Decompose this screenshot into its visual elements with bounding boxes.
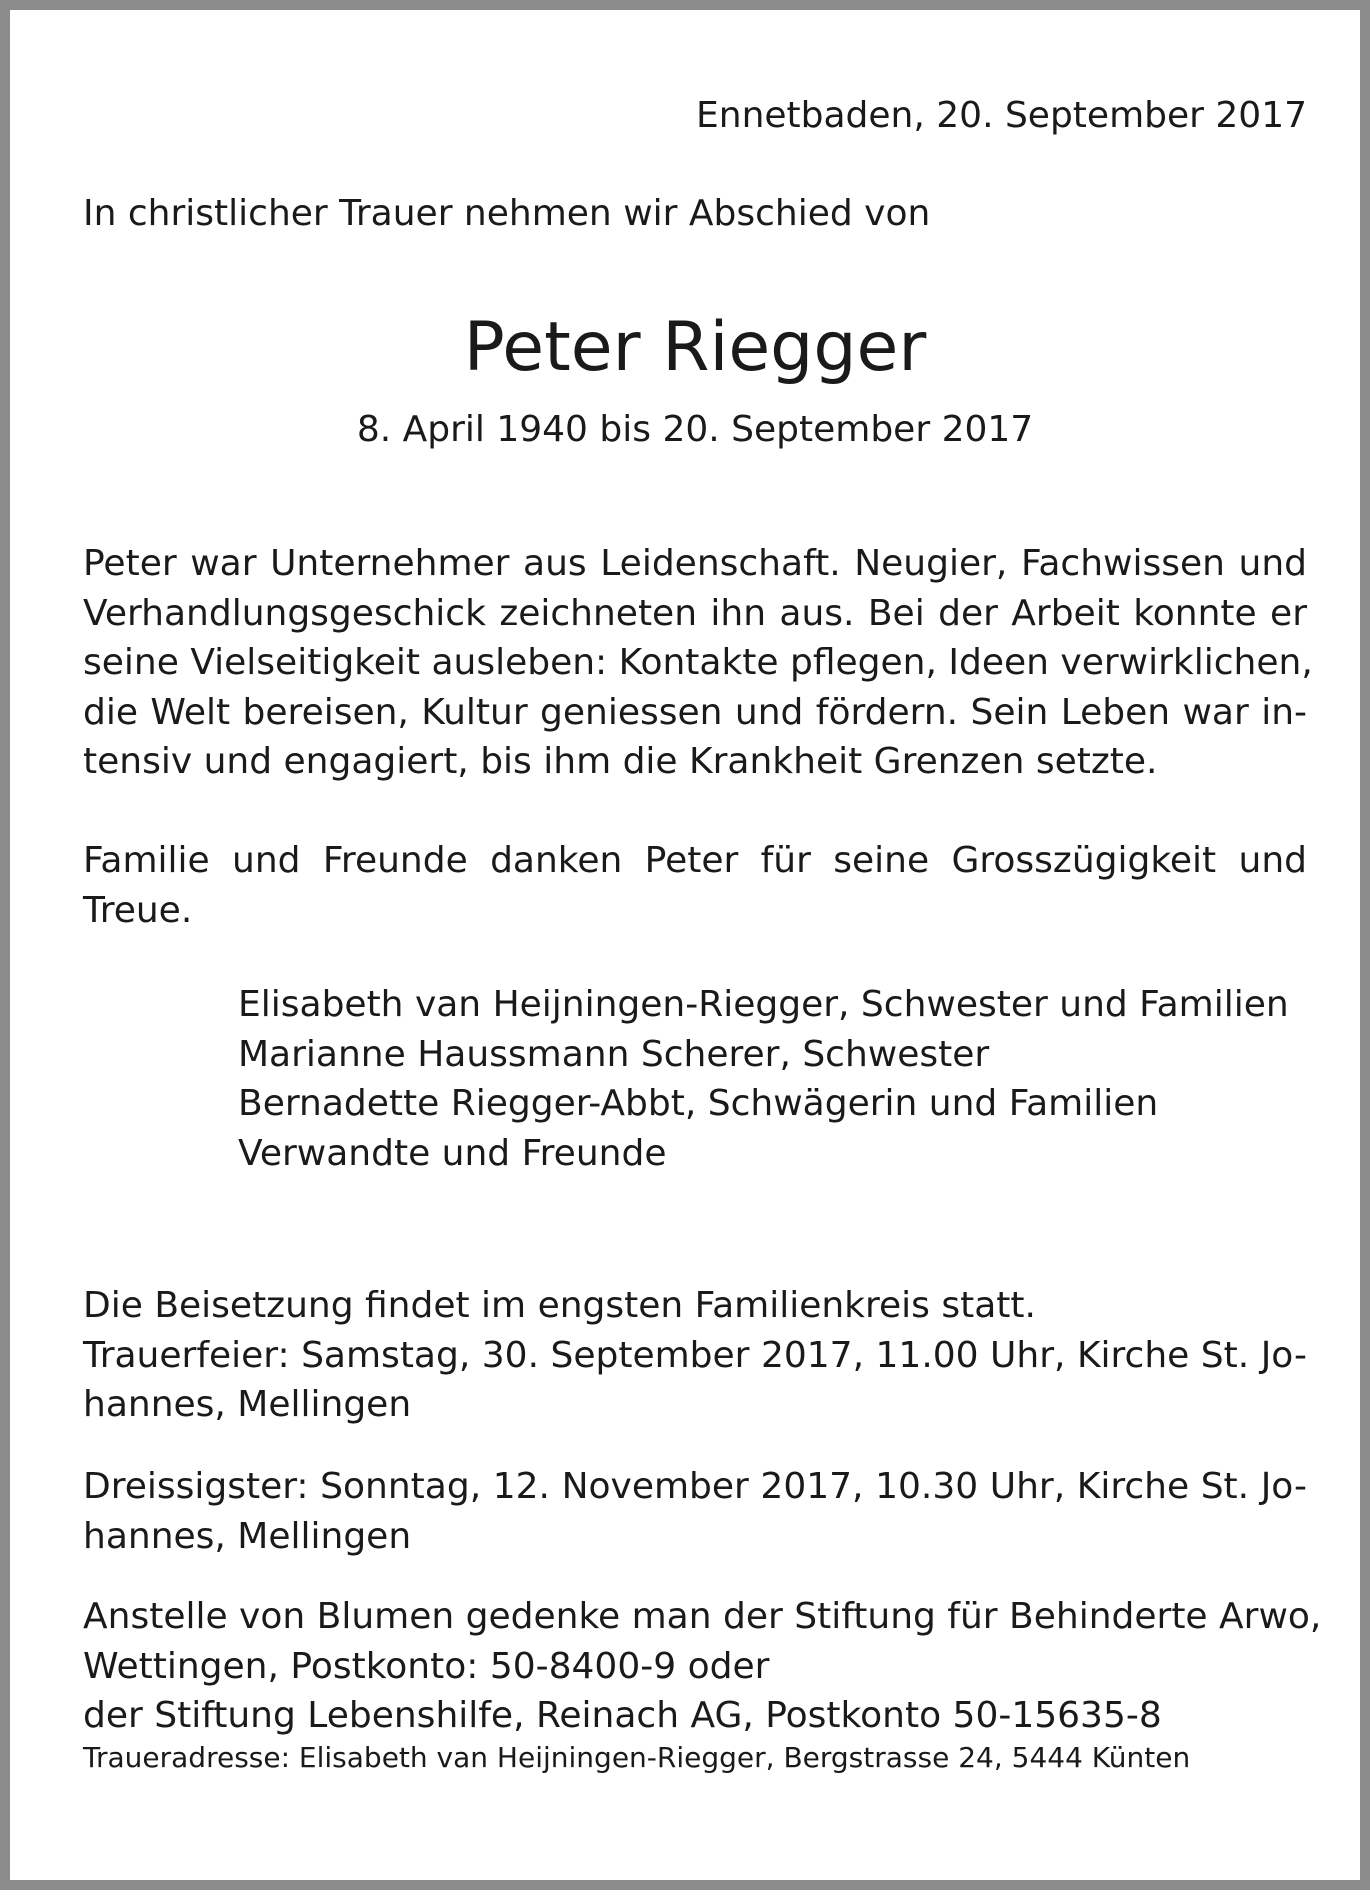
life-dates: 8. April 1940 bis 20. September 2017	[356, 409, 1034, 450]
memorial-mass-info	[83, 1462, 1307, 1561]
biography-line: die Welt bereisen, Kultur geniessen und fördern. Sein Leben war in-	[83, 691, 1307, 733]
donation-info	[83, 1592, 1322, 1741]
biography-line: Verhandlungsgeschick zeichneten ihn aus. Bei der Arbeit konnte er	[83, 592, 1307, 634]
biography-line: seine Vielseitigkeit ausleben: Kontakte pflegen, Ideen verwirklichen,	[83, 642, 1313, 683]
mourner-entry: Bernadette Riegger-Abbt, Schwägerin und Familien	[238, 1083, 1159, 1124]
biography-paragraph	[83, 539, 1313, 787]
place-and-date: Ennetbaden, 20. September 2017	[696, 95, 1307, 136]
service-line: hannes, Mellingen	[83, 1384, 412, 1425]
mourner-entry: Verwandte und Freunde	[238, 1132, 667, 1174]
intro-line: In christlicher Trauer nehmen wir Abschied von	[83, 193, 931, 234]
thanks-line: Treue.	[83, 889, 193, 931]
obituary-notice	[83, 10, 1322, 1900]
mourner-entry: Marianne Haussmann Scherer, Schwester	[238, 1033, 990, 1075]
memorial-line: Dreissigster: Sonntag, 12. November 2017, 10.30 Uhr, Kirche St. Jo-	[83, 1466, 1307, 1507]
deceased-name: Peter Riegger	[463, 308, 927, 387]
thanks-line: Familie und Freunde danken Peter für seine Grosszügigkeit und	[83, 840, 1307, 881]
donation-line: Wettingen, Postkonto: 50-8400-9 oder	[83, 1645, 770, 1687]
mourners-list	[238, 980, 1289, 1178]
funeral-service-info	[83, 1281, 1307, 1430]
memorial-line: hannes, Mellingen	[83, 1515, 412, 1557]
donation-line: Anstelle von Blumen gedenke man der Stiftung für Behinderte Arwo,	[83, 1596, 1322, 1637]
mourner-entry: Elisabeth van Heijningen-Riegger, Schwester und Familien	[238, 984, 1289, 1025]
biography-line: tensiv und engagiert, bis ihm die Krankheit Grenzen setzte.	[83, 741, 1158, 782]
donation-line: der Stiftung Lebenshilfe, Reinach AG, Postkonto 50-15635-8	[83, 1695, 1162, 1736]
biography-line: Peter war Unternehmer aus Leidenschaft. Neugier, Fachwissen und	[83, 543, 1307, 584]
mourning-address: Traueradresse: Elisabeth van Heijningen-Riegger, Bergstrasse 24, 5444 Künten	[83, 1741, 1191, 1774]
thanks-paragraph	[83, 836, 1307, 935]
service-line: Die Beisetzung findet im engsten Familienkreis statt.	[83, 1285, 1036, 1326]
service-line: Trauerfeier: Samstag, 30. September 2017, 11.00 Uhr, Kirche St. Jo-	[83, 1334, 1307, 1376]
